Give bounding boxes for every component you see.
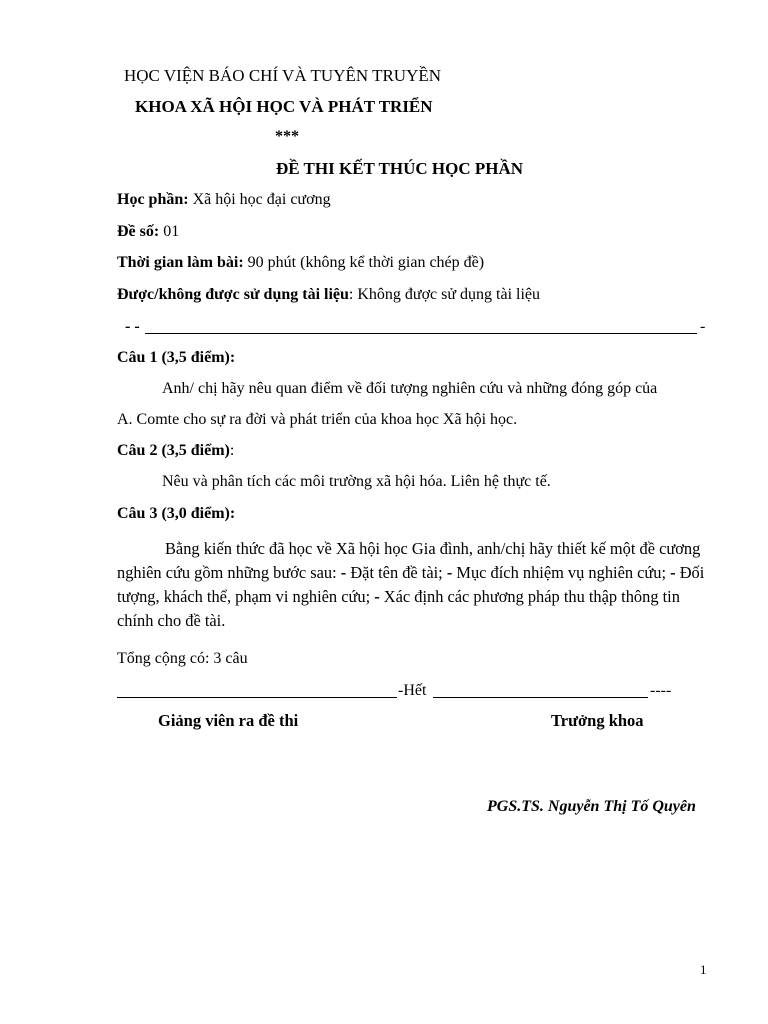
question-2-heading-line xyxy=(117,443,234,459)
dean-signature-label: Trưởng khoa xyxy=(551,711,644,730)
exam-number-label: Đề số: xyxy=(117,223,160,240)
duration-value: 90 phút (không kể thời gian chép đề) xyxy=(243,254,485,271)
separator-dash-right: - xyxy=(700,318,706,335)
question-3-dash-2: - xyxy=(446,563,453,582)
question-1-heading: Câu 1 (3,5 điểm): xyxy=(117,349,236,366)
question-3-dash-1: - xyxy=(340,563,347,582)
separator-dashes-left: - - xyxy=(125,318,140,335)
question-1-line-2: A. Comte cho sự ra đời và phát triển của khoa học Xã hội học. xyxy=(117,411,518,428)
duration-line xyxy=(117,255,484,271)
question-2-line-1: Nêu và phân tích các môi trường xã hội hóa. Liên hệ thực tế. xyxy=(162,473,551,490)
question-3-heading: Câu 3 (3,0 điểm): xyxy=(117,505,236,522)
total-questions: Tổng cộng có: 3 câu xyxy=(117,650,248,667)
exam-number-line xyxy=(117,224,179,240)
end-rule-right xyxy=(433,697,648,698)
duration-label: Thời gian làm bài: xyxy=(117,254,244,271)
end-marker: -Hết xyxy=(398,682,427,699)
page-number: 1 xyxy=(700,962,707,977)
header-stars: *** xyxy=(275,128,299,145)
lecturer-signature-label: Giảng viên ra đề thi xyxy=(158,711,299,730)
materials-line xyxy=(117,287,540,303)
question-3-dash-3: - xyxy=(670,563,676,582)
question-1-line-1: Anh/ chị hãy nêu quan điểm về đối tượng nghiên cứu và những đóng góp của xyxy=(162,380,658,397)
faculty-name: KHOA XÃ HỘI HỌC VÀ PHÁT TRIỂN xyxy=(135,97,433,116)
end-dashes: ---- xyxy=(650,682,672,699)
materials-value: : Không được sử dụng tài liệu xyxy=(348,286,541,303)
question-3-text-3: Mục đích nhiệm vụ nghiên cứu; xyxy=(452,563,671,582)
course-line xyxy=(117,192,331,208)
question-3-text-5: Xác định các phương pháp thu thập thông tin chính cho đề tài. xyxy=(117,587,680,630)
question-3-body xyxy=(117,537,707,633)
institution-name: HỌC VIỆN BÁO CHÍ VÀ TUYÊN TRUYỀN xyxy=(124,66,442,85)
course-label: Học phần: xyxy=(117,191,189,208)
question-3-text-2: Đặt tên đề tài; xyxy=(346,563,447,582)
question-2-colon: : xyxy=(229,442,235,459)
dean-name: PGS.TS. Nguyễn Thị Tố Quyên xyxy=(487,798,696,815)
exam-title: ĐỀ THI KẾT THÚC HỌC PHẦN xyxy=(276,159,524,178)
question-3-dash-4: - xyxy=(374,587,380,606)
materials-label: Được/không được sử dụng tài liệu xyxy=(117,286,349,303)
course-value: Xã hội học đại cương xyxy=(188,191,331,208)
question-2-heading: Câu 2 (3,5 điểm) xyxy=(117,442,230,459)
end-rule-left xyxy=(117,697,397,698)
exam-number-value: 01 xyxy=(159,223,180,240)
separator-rule xyxy=(145,333,697,334)
question-3-text-1: Bằng kiến thức đã học về Xã hội học Gia đình, anh/chị hãy thiết kế một đề cương nghiên cứu gồm những bước sau: xyxy=(117,539,701,582)
question-3-text-4: Đối tượng, khách thể, phạm vi nghiên cứu; xyxy=(117,563,705,606)
